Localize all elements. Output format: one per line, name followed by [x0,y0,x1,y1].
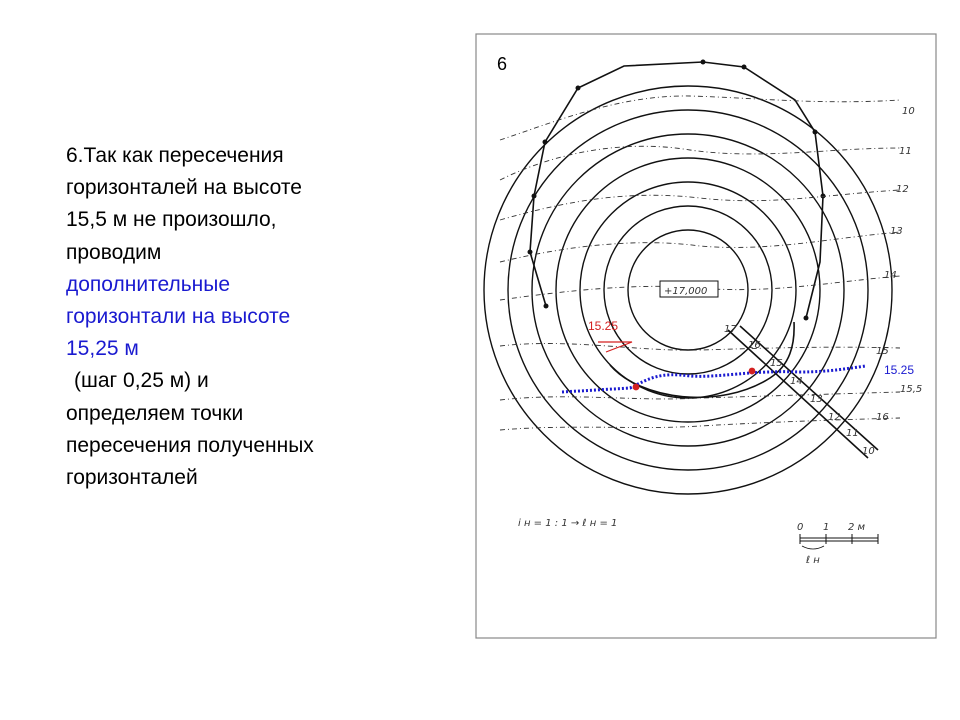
contour-label: 14 [884,270,897,281]
contour-label: 15,5 [900,384,923,395]
description-line: горизонталей [66,466,198,490]
label-red: 15.25 [588,319,619,333]
description-line-highlight: дополнительные [66,272,231,296]
description-line-highlight: горизонтали на высоте [66,305,291,329]
contour-drawing [484,60,900,495]
intersection-point [749,368,756,375]
slope-formula: i н = 1 : 1 → ℓ н = 1 [518,518,618,529]
slope-label: 12 [828,412,841,423]
slope-label: 17 [724,324,737,335]
slope-label: 10 [862,446,875,457]
slope-label: 15 [770,358,783,369]
scale-bar [797,522,878,566]
contour-label: 16 [876,412,889,423]
contour-label: 10 [902,106,915,117]
contour-label: 12 [896,184,909,195]
label-blue: 15.25 [884,363,915,377]
sheet-number: 6 [497,54,508,74]
description-line: определяем точки [66,401,244,425]
slope-label: 16 [748,340,761,351]
elevation-label: +17,000 [664,286,708,297]
description-line: горизонталей на высоте [66,176,302,200]
contour-label: 11 [899,146,912,157]
contour-label: 15 [876,346,889,357]
description-line-highlight: 15,25 м [66,337,139,361]
description-line: пересечения полученных [66,433,314,457]
description-line: 15,5 м не произошло, [66,208,277,232]
description-line: 6.Так как пересечения [66,144,284,167]
slope-label: 11 [846,428,859,439]
scale-label: 1 [823,522,830,533]
slope-label: 14 [790,376,803,387]
description-line: (шаг 0,25 м) и [74,369,209,393]
intersection-point [633,384,640,391]
intersection-outline [530,62,823,318]
terrain-contour [500,392,900,400]
sheet-border [476,34,936,638]
description-line: проводим [66,240,162,264]
contour-label: 13 [890,226,903,237]
scale-caption: ℓ н [806,555,820,566]
slope-label: 13 [810,394,823,405]
scale-label: 0 [797,522,804,533]
scale-label: 2 м [848,522,866,533]
